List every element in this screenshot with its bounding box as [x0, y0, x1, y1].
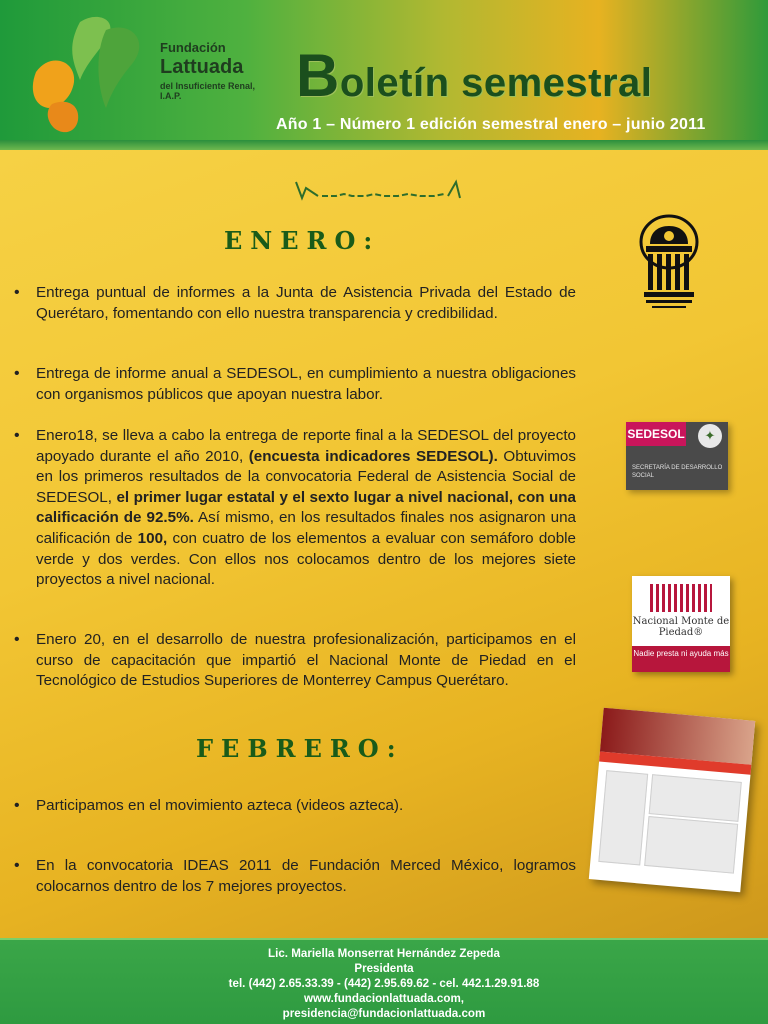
footer-name: Lic. Mariella Monserrat Hernández Zepeda: [268, 947, 500, 960]
fundacion-lattuada-logo: [28, 12, 268, 134]
monte-registered-mark: ®: [693, 627, 704, 638]
monte-de-piedad-logo: [632, 576, 730, 672]
logo-wordmark: [160, 40, 268, 101]
list-item: [10, 630, 576, 692]
list-item-text: Entrega de informe anual a SEDESOL, en cumplimiento a nuestra obligaciones con organismos públicos que apoyan nuestra labor.: [36, 365, 576, 403]
mexico-eagle-seal-icon: ✦: [698, 424, 722, 448]
list-item-text-bold: (encuesta indicadores SEDESOL).: [248, 447, 498, 465]
list-item-text-part: con cuatro de los elementos a evaluar con semáforo doble verde y dos verdes. Con ellos nos colocamos dentro de los mejores siete proyectos a nivel nacional.: [36, 529, 576, 589]
page-title-initial: B: [296, 42, 340, 109]
website-sidebar-block: [598, 770, 648, 865]
enero-item-list: [10, 283, 576, 324]
website-content-block: [644, 816, 738, 874]
page-subtitle: Año 1 – Número 1 edición semestral enero – junio 2011: [276, 116, 706, 133]
decorative-ornament-icon: [292, 178, 468, 204]
page-title-rest: oletín semestral: [339, 61, 653, 105]
febrero-item-list: [10, 856, 576, 897]
sedesol-name: SEDESOL: [626, 422, 686, 446]
footer-phones: tel. (442) 2.65.33.39 - (442) 2.95.69.62 - cel. 442.1.29.91.88: [228, 977, 540, 990]
list-item-text: Entrega puntual de informes a la Junta de Asistencia Privada del Estado de Querétaro, fomentando con ello nuestra transparencia y credibilidad.: [36, 284, 576, 322]
footer-role: Presidenta: [354, 962, 414, 975]
logo-line-1: Fundación: [160, 40, 226, 55]
footer-website[interactable]: www.fundacionlattuada.com,: [304, 992, 464, 1005]
monte-name: [632, 616, 730, 638]
list-item-text: En la convocatoria IDEAS 2011 de Fundación Merced México, logramos colocarnos dentro de los 7 mejores proyectos.: [36, 857, 576, 895]
list-item: [10, 283, 576, 324]
list-item-text-bold: 100,: [137, 529, 168, 547]
sedesol-subtitle: SECRETARÍA DE DESARROLLO SOCIAL: [632, 465, 723, 479]
section-heading-enero: ENERO:: [224, 226, 381, 255]
junta-asistencia-privada-seal-icon: [636, 212, 702, 310]
page-title: [296, 42, 653, 109]
header-banner: [0, 0, 768, 140]
list-item-text: Participamos en el movimiento azteca (videos azteca).: [36, 797, 404, 814]
website-content-block: [649, 774, 742, 822]
butterfly-logo-icon: [28, 12, 158, 134]
header-divider: [0, 140, 768, 150]
list-item: [10, 426, 576, 591]
list-item-text-part: Enero18, se lleva a cabo la entrega de reporte final a la SEDESOL del proyecto apoyado durante el año 2010,: [36, 427, 576, 465]
footer-contact: [0, 938, 768, 1024]
list-item: [10, 796, 576, 817]
list-item: [10, 364, 576, 405]
building-facade-icon: [650, 584, 712, 612]
list-item-text-part: Obtuvimos en los primeros resultados de la convocatoria Federal de Asistencia Social de SEDESOL,: [36, 447, 576, 506]
enero-item-list: [10, 364, 576, 405]
enero-item-list: [10, 630, 576, 692]
list-item: [10, 856, 576, 897]
footer-lines: [0, 946, 768, 1021]
list-item-text-bold: el primer lugar estatal y el sexto lugar a nivel nacional, con una calificación de 92.5%.: [36, 488, 576, 527]
sedesol-logo: [626, 422, 728, 490]
logo-line-2: Lattuada: [160, 56, 244, 78]
list-item-text: Enero 20, en el desarrollo de nuestra profesionalización, participamos en el curso de capacitación que impartió el Nacional Monte de Piedad en el Tecnológico de Estudios Superiores de Monterrey Campus Querétaro.: [36, 631, 576, 690]
enero-item-list: [10, 426, 576, 591]
logo-line-3: del Insuficiente Renal, I.A.P.: [160, 81, 256, 101]
list-item-text-part: Así mismo, en los resultados finales nos asignaron una calificación de: [36, 509, 576, 547]
section-heading-febrero: FEBRERO:: [196, 734, 404, 763]
febrero-item-list: [10, 796, 576, 817]
fundacion-merced-website-screenshot-icon: [589, 708, 755, 893]
monte-name-text: Nacional Monte de Piedad: [632, 616, 730, 638]
footer-email[interactable]: presidencia@fundacionlattuada.com: [282, 1007, 486, 1020]
monte-slogan: Nadie presta ni ayuda más: [632, 646, 730, 672]
